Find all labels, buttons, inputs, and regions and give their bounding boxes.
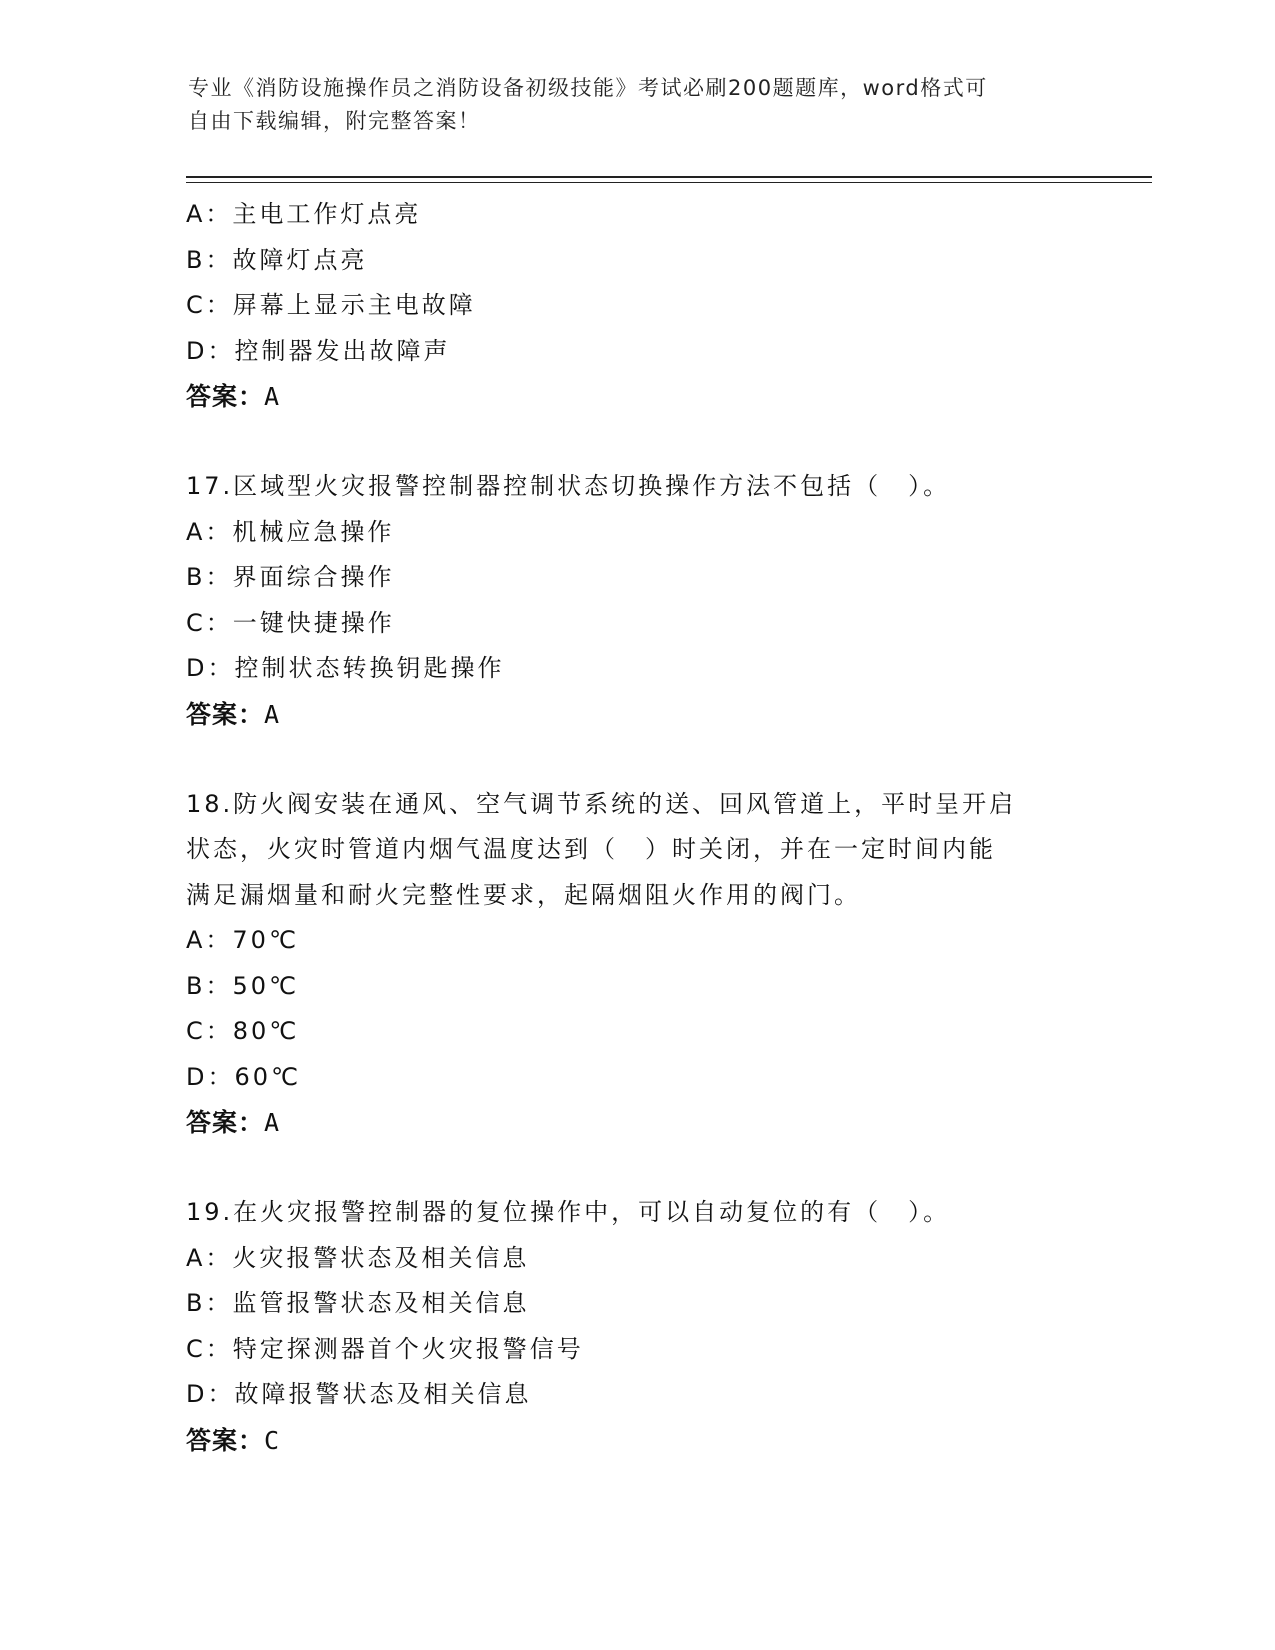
question-title: 19.在火灾报警控制器的复位操作中，可以自动复位的有（ ）。 xyxy=(186,1198,951,1226)
option-b: B：监管报警状态及相关信息 xyxy=(186,1289,530,1317)
question-title-line-3: 满足漏烟量和耐火完整性要求，起隔烟阻火作用的阀门。 xyxy=(186,880,861,909)
option-c: C：一键快捷操作 xyxy=(186,608,395,637)
header-line-2: 自由下载编辑，附完整答案！ xyxy=(188,109,481,133)
option-a: A：机械应急操作 xyxy=(186,517,395,546)
answer-label: 答案： xyxy=(186,382,265,411)
header-line-1: 专业《消防设施操作员之消防设备初级技能》考试必刷200题题库，word格式可 xyxy=(188,76,988,100)
option-d: D：控制状态转换钥匙操作 xyxy=(186,654,505,682)
option-a: A：70℃ xyxy=(186,926,299,954)
option-c: C：特定探测器首个火灾报警信号 xyxy=(186,1334,584,1363)
question-16-continuation xyxy=(186,192,1086,420)
option-b: B：50℃ xyxy=(186,971,299,1000)
document-header xyxy=(188,72,1088,138)
question-17 xyxy=(186,464,1086,738)
answer-label: 答案： xyxy=(186,1108,265,1137)
option-c: C：屏幕上显示主电故障 xyxy=(186,291,476,319)
answer-label: 答案： xyxy=(186,699,265,729)
header-divider-thin xyxy=(186,182,1152,183)
question-title-line-2: 状态，火灾时管道内烟气温度达到（ ）时关闭，并在一定时间内能 xyxy=(186,835,996,863)
question-18 xyxy=(186,782,1086,1147)
option-b: B：界面综合操作 xyxy=(186,563,395,591)
spacer xyxy=(186,738,1086,782)
answer-line xyxy=(186,1100,1086,1146)
question-19 xyxy=(186,1190,1086,1464)
answer-line xyxy=(186,374,1086,420)
question-title: 17.区域型火灾报警控制器控制状态切换操作方法不包括（ ）。 xyxy=(186,472,951,500)
answer-value: A xyxy=(264,1108,281,1137)
header-divider-thick xyxy=(186,176,1152,178)
option-d: D：故障报警状态及相关信息 xyxy=(186,1380,532,1408)
option-d: D：控制器发出故障声 xyxy=(186,336,451,365)
answer-value: C xyxy=(264,1425,281,1455)
option-a: A：主电工作灯点亮 xyxy=(186,200,422,228)
answer-line xyxy=(186,692,1086,738)
answer-label: 答案： xyxy=(186,1425,265,1455)
answer-value: A xyxy=(264,382,281,411)
question-list xyxy=(186,192,1086,1464)
option-a: A：火灾报警状态及相关信息 xyxy=(186,1243,530,1272)
option-c: C：80℃ xyxy=(186,1017,300,1045)
answer-line xyxy=(186,1418,1086,1464)
spacer xyxy=(186,1146,1086,1190)
option-b: B：故障灯点亮 xyxy=(186,245,368,274)
question-title-line-1: 18.防火阀安装在通风、空气调节系统的送、回风管道上，平时呈开启 xyxy=(186,789,1017,818)
spacer xyxy=(186,420,1086,464)
answer-value: A xyxy=(264,699,281,729)
option-d: D：60℃ xyxy=(186,1062,301,1091)
